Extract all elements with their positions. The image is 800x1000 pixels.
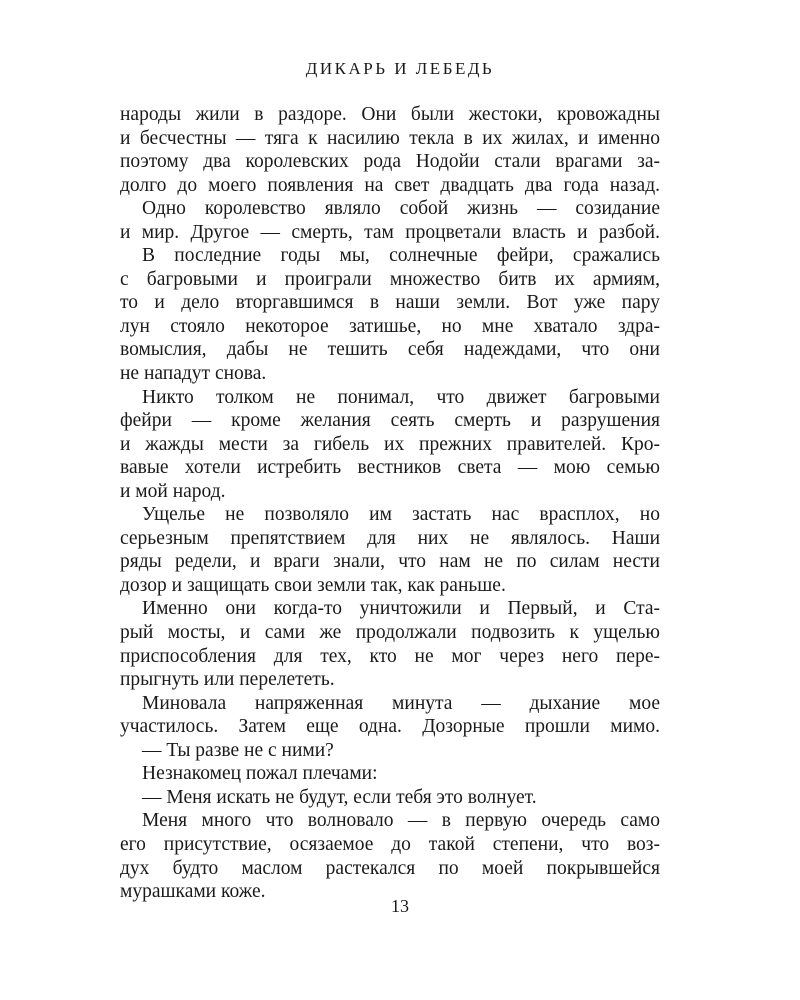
text-line: то и дело вторгавшимся в наши земли. Вот уже пару [120, 292, 660, 314]
text-line: Именно они когда-то уничтожили и Первый, и Ста- [142, 598, 660, 620]
text-line: ряды редели, и враги знали, что нам не по силам нести [120, 551, 660, 573]
text-line: В последние годы мы, солнечные фейри, сражались [142, 245, 660, 267]
text-line: с багровыми и проиграли множество битв их армиям, [120, 268, 660, 290]
text-line: его присутствие, осязаемое до такой степени, что воз- [120, 833, 660, 855]
text-line: серьезным препятствием для них не являлось. Наши [120, 527, 660, 549]
text-line: и бесчестны — тяга к насилию текла в их жилах, и именно [120, 127, 660, 149]
text-line: — Меня искать не будут, если тебя это волнует. [142, 786, 537, 808]
text-line: мурашками коже. [120, 881, 266, 903]
text-line: фейри — кроме желания сеять смерть и разрушения [120, 410, 660, 432]
text-line: и мир. Другое — смерть, там процветали власть и разбой. [120, 221, 660, 243]
text-line: лун стояло некоторое затишье, но мне хватало здра- [120, 315, 660, 337]
text-line: долго до моего появления на свет двадцать два года назад. [120, 174, 660, 196]
text-line: приспособления для тех, кто не мог через него пере- [120, 645, 660, 667]
text-line: участилось. Затем еще одна. Дозорные прошли мимо. [120, 716, 660, 738]
body-text [120, 103, 660, 904]
text-line: Никто толком не понимал, что движет багровыми [142, 386, 660, 408]
text-line: дух будто маслом растекался по моей покрывшейся [120, 857, 660, 879]
text-line: рый мосты, и сами же продолжали подвозить к ущелью [120, 622, 660, 644]
text-line: вавые хотели истребить вестников света — мою семью [120, 457, 660, 479]
text-line: Меня много что волновало — в первую очередь само [142, 810, 660, 832]
text-line: Миновала напряженная минута — дыхание мое [142, 692, 660, 714]
text-line: — Ты разве не с ними? [142, 739, 334, 761]
text-line: дозор и защищать свои земли так, как раньше. [120, 574, 506, 596]
text-line: Ущелье не позволяло им застать нас врасплох, но [142, 504, 660, 526]
text-line: поэтому два королевских рода Нодойи стали врагами за- [120, 151, 660, 173]
text-line: народы жили в раздоре. Они были жестоки, кровожадны [120, 104, 660, 125]
page-number: 13 [391, 896, 409, 916]
text-line: и жажды мести за гибель их прежних правителей. Кро- [120, 433, 660, 455]
text-line: вомыслия, дабы не тешить себя надеждами, что они [120, 339, 660, 361]
text-line: и мой народ. [120, 480, 226, 502]
text-line: Незнакомец пожал плечами: [142, 763, 378, 785]
text-line: прыгнуть или перелететь. [120, 669, 335, 691]
text-line: не нападут снова. [120, 363, 267, 385]
text-line: Одно королевство являло собой жизнь — созидание [142, 198, 660, 220]
running-header: ДИКАРЬ И ЛЕБЕДЬ [305, 59, 495, 78]
